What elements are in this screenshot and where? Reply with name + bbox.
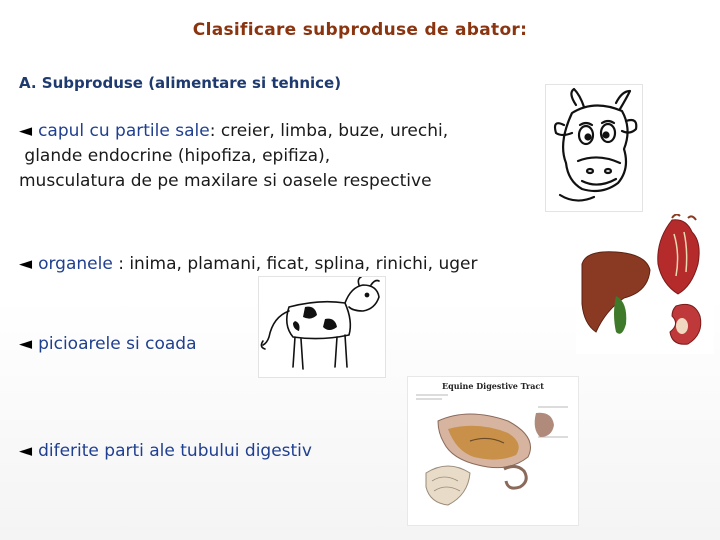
slide-subtitle: A. Subproduse (alimentare si tehnice) xyxy=(19,74,342,92)
bullet-marker-icon: ◄ xyxy=(19,441,33,461)
bullet-highlight: capul cu partile sale xyxy=(38,121,210,141)
bullet-highlight: diferite parti ale tubului digestiv xyxy=(38,441,312,461)
bullet-text: : inima, plamani, ficat, splina, rinichi, uger xyxy=(112,254,478,274)
digestive-tract-icon xyxy=(408,377,578,525)
bullet-head-parts xyxy=(19,119,559,194)
bullet-digestive xyxy=(19,439,312,464)
bullet-highlight: organele xyxy=(38,254,113,274)
bullet-marker-icon: ◄ xyxy=(19,254,33,274)
cow-head-image xyxy=(545,84,643,212)
digestive-tract-title: Equine Digestive Tract xyxy=(442,381,544,391)
bullet-legs-tail xyxy=(19,332,197,357)
organs-image xyxy=(576,214,714,354)
organs-icon xyxy=(576,214,714,354)
bullet-text-line3: musculatura de pe maxilare si oasele respective xyxy=(19,171,432,191)
cow-head-icon xyxy=(546,85,642,211)
cow-icon xyxy=(259,277,385,377)
bullet-text: : creier, limba, buze, urechi, xyxy=(209,121,449,141)
slide-title: Clasificare subproduse de abator: xyxy=(192,20,528,40)
cow-image xyxy=(258,276,386,378)
bullet-marker-icon: ◄ xyxy=(19,121,33,141)
digestive-tract-image xyxy=(407,376,579,526)
bullet-highlight: picioarele si coada xyxy=(38,334,197,354)
bullet-organs xyxy=(19,252,477,277)
bullet-marker-icon: ◄ xyxy=(19,334,33,354)
bullet-text-line2: glande endocrine (hipofiza, epifiza), xyxy=(19,146,331,166)
